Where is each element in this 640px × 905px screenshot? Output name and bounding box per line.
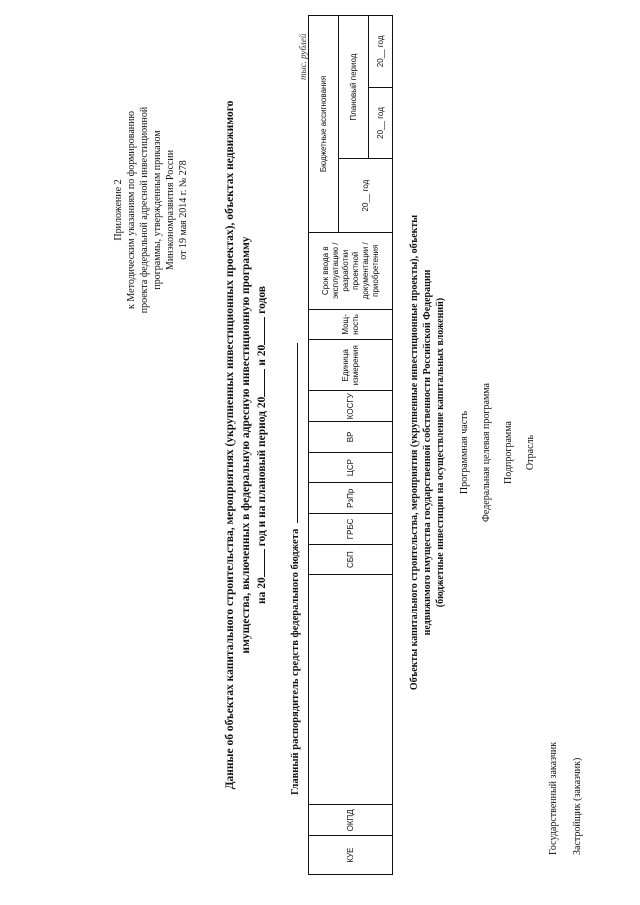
approval-block <box>112 90 190 330</box>
grbs-label-row <box>290 343 301 795</box>
title-line-period <box>254 45 270 845</box>
blank-line <box>264 549 265 577</box>
blank-line <box>264 317 265 345</box>
header-planned: Плановый период <box>339 16 369 159</box>
developer-label: Застройщик (заказчик) <box>572 757 583 855</box>
industry-label: Отрасль <box>525 434 536 471</box>
title-line: имущества, включенных в федеральную адресную инвестиционную программу <box>240 236 252 654</box>
approval-line: Минэкономразвития России <box>165 149 176 271</box>
header-unit: Единица измерения <box>309 340 393 391</box>
header-capacity: Мощ-ность <box>309 309 393 340</box>
blank-line <box>297 343 298 523</box>
title-line: Данные об объектах капитального строительства, мероприятиях (укрупненных инвестиционных проектах), объектах недвижимого <box>224 100 236 790</box>
approval-line: проекта федеральной адресной инвестиционной <box>139 106 150 314</box>
approval-line: Приложение 2 <box>113 179 124 241</box>
form-table <box>308 15 393 875</box>
objects-line: недвижимого имущества государственной собственности Российской Федерации <box>422 269 433 636</box>
header-grbs: ГРБС <box>309 514 393 545</box>
header-csr: ЦСР <box>309 452 393 483</box>
title-fragment: на <box>256 591 268 605</box>
header-okpd: ОКПД <box>309 805 393 836</box>
title-fragment: год и на плановый период 20 <box>256 396 268 547</box>
header-kue: КУЕ <box>309 836 393 875</box>
header-vr: ВР <box>309 422 393 453</box>
header-year0: 20__ год <box>339 159 393 233</box>
program-part-label: Программная часть <box>459 410 470 495</box>
header-empty <box>309 575 393 805</box>
grbs-label: Главный распорядитель средств федерального бюджета <box>290 528 301 795</box>
header-budget: Бюджетные ассигнования <box>309 16 339 233</box>
approval-line: от 19 мая 2014 г. № 278 <box>178 160 189 260</box>
title-fragment: годов <box>256 285 268 314</box>
approval-line: к Методическим указаниям по формированию <box>126 111 137 309</box>
document-title <box>222 45 270 845</box>
blank-line <box>264 369 265 397</box>
units-label: тыс. рублей <box>298 33 308 80</box>
title-fragment: и 20 <box>256 344 268 366</box>
objects-line: (бюджетные инвестиции на осуществление капитальных вложений) <box>435 297 446 608</box>
objects-line: Объекты капитального строительства, мероприятия (укрупненные инвестиционные проекты), объекты <box>409 214 420 691</box>
header-rzpr: РзПр <box>309 483 393 514</box>
header-deadline: Срок ввода в эксплуатацию / разработки проектной документации / приобретения <box>309 232 393 309</box>
header-sbp: СБП <box>309 544 393 575</box>
title-fragment: 20 <box>256 577 268 589</box>
header-kosgu: КОСГУ <box>309 391 393 422</box>
approval-line: программы, утвержденным приказом <box>152 130 163 290</box>
subprogram-label: Подпрограмма <box>503 421 514 484</box>
federal-program-label: Федеральная целевая программа <box>481 383 492 522</box>
customer-label: Государственный заказчик <box>548 741 559 855</box>
header-year1: 20__ год <box>369 87 393 159</box>
header-year2: 20__ год <box>369 16 393 88</box>
